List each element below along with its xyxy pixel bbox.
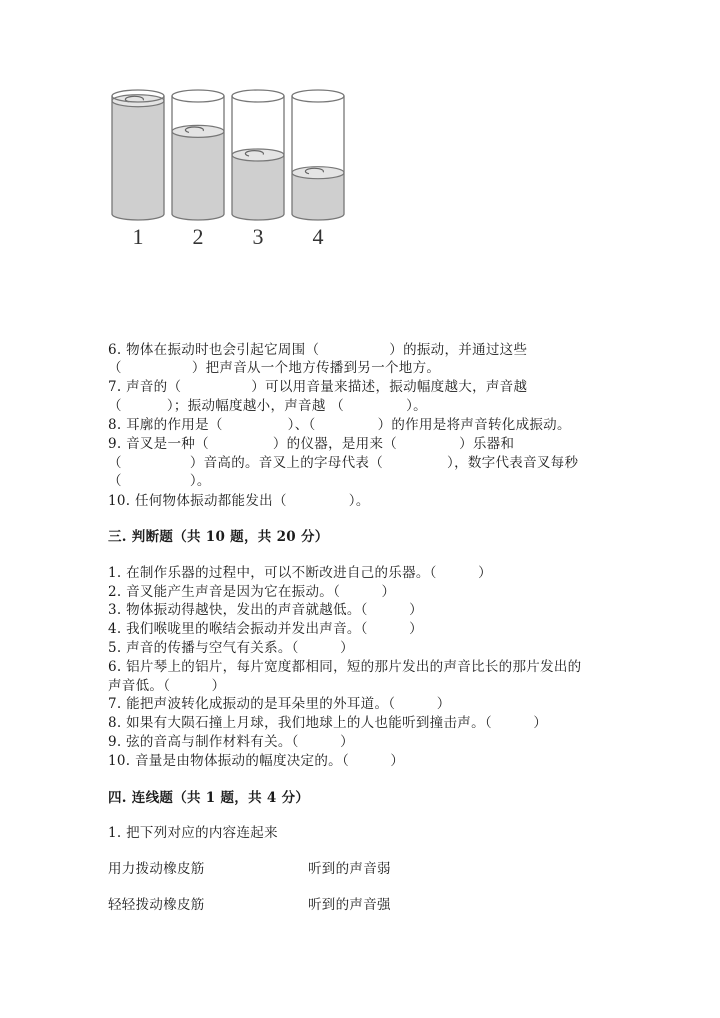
fill-q6-text-b: ）的振动，并通过这些 [389,342,528,358]
cylinder-label: 1 [132,224,144,249]
fill-q6-text-c: （ [108,360,122,376]
fill-q6-line2 [108,359,440,377]
matching-heading: 四. 连线题（共 1 题，共 4 分） [108,790,310,806]
cylinder-2 [172,90,224,249]
judge-q4: 4. 我们喉咙里的喉结会振动并发出声音。（ ） [108,621,423,637]
water-fill [232,155,284,220]
fill-q6-text-d: ）把声音从一个地方传播到另一个地方。 [191,360,441,376]
judge-q7: 7. 能把声波转化成振动的是耳朵里的外耳道。（ ） [108,696,451,712]
fill-q10-line [108,492,370,510]
fill-q9-text-f: ），数字代表音叉每秒 [447,455,579,471]
glass-rim [172,90,224,102]
fill-q7-text-a: 7. 声音的（ [108,379,182,395]
matching-left-item: 用力拨动橡皮筋 [108,861,205,877]
cylinder-label: 4 [312,224,324,249]
fill-q8-text-a: 8. 耳廓的作用是（ [108,417,223,433]
fill-q9-text-e: ）音高的。音叉上的字母代表（ [189,455,384,471]
water-fill [112,101,164,220]
fill-q8-text-c: ）的作用是将声音转化成振动。 [377,417,571,433]
fill-q8-text-b: ）、（ [287,417,316,433]
fill-q7-text-d: ）；振动幅度越小，声音越 （ [166,398,345,414]
cylinder-label: 3 [252,224,264,249]
matching-q1: 1. 把下列对应的内容连起来 [108,825,278,841]
matching-right-item: 听到的声音弱 [308,861,391,877]
water-fill [172,131,224,220]
glass-rim [292,90,344,102]
fill-q7-line2 [108,397,427,415]
fill-q9-line3 [108,472,211,490]
judge-q8: 8. 如果有大陨石撞上月球，我们地球上的人也能听到撞击声。（ ） [108,715,548,731]
cylinder-4 [292,90,344,249]
cylinder-1 [112,90,164,249]
fill-q10-text-a: 10. 任何物体振动都能发出（ [108,493,287,509]
fill-q6-text-a: 6. 物体在振动时也会引起它周围（ [108,342,320,358]
cylinder-label: 2 [192,224,204,249]
fill-q9-text-c: ）乐器和 [459,436,515,452]
judge-q1: 1. 在制作乐器的过程中，可以不断改进自己的乐器。（ ） [108,565,492,581]
judge-q3: 3. 物体振动得越快，发出的声音就越低。（ ） [108,602,423,618]
fill-q8-line [108,416,571,434]
fill-q7-text-c: （ [108,398,122,414]
judge-q2: 2. 音叉能产生声音是因为它在振动。（ ） [108,584,396,600]
judge-q6-line2: 声音低。（ ） [108,678,226,694]
fill-q9-text-d: （ [108,455,122,471]
fill-q9-text-g: （ [108,473,122,489]
fill-q7-text-b: ）可以用音量来描述，振动幅度越大，声音越 [251,379,528,395]
judge-q10: 10. 音量是由物体振动的幅度决定的。（ ） [108,753,405,769]
fill-q9-line2 [108,454,578,472]
matching-right-item: 听到的声音强 [308,897,391,913]
cylinder-3 [232,90,284,249]
fill-q10-text-b: ）。 [348,493,370,509]
fill-q9-text-a: 9. 音叉是一种（ [108,436,209,452]
fill-q7-text-e: ）。 [406,398,427,414]
matching-left-item: 轻轻拨动橡皮筋 [108,897,205,913]
glass-rim [232,90,284,102]
judge-q9: 9. 弦的音高与制作材料有关。（ ） [108,734,354,750]
fill-q6-line1 [108,341,527,359]
fill-q7-line1 [108,378,527,396]
fill-q9-text-b: ）的仪器，是用来（ [272,436,398,452]
judge-q5: 5. 声音的传播与空气有关系。（ ） [108,640,354,656]
judge-q6-line1: 6. 铝片琴上的铝片，每片宽度都相同，短的那片发出的声音比长的那片发出的 [108,659,582,675]
fill-q9-line1 [108,435,514,453]
water-fill [292,173,344,220]
judge-heading: 三. 判断题（共 10 题，共 20 分） [108,529,329,545]
fill-q9-text-h: ）。 [189,473,211,489]
water-cylinders-figure [108,86,358,256]
